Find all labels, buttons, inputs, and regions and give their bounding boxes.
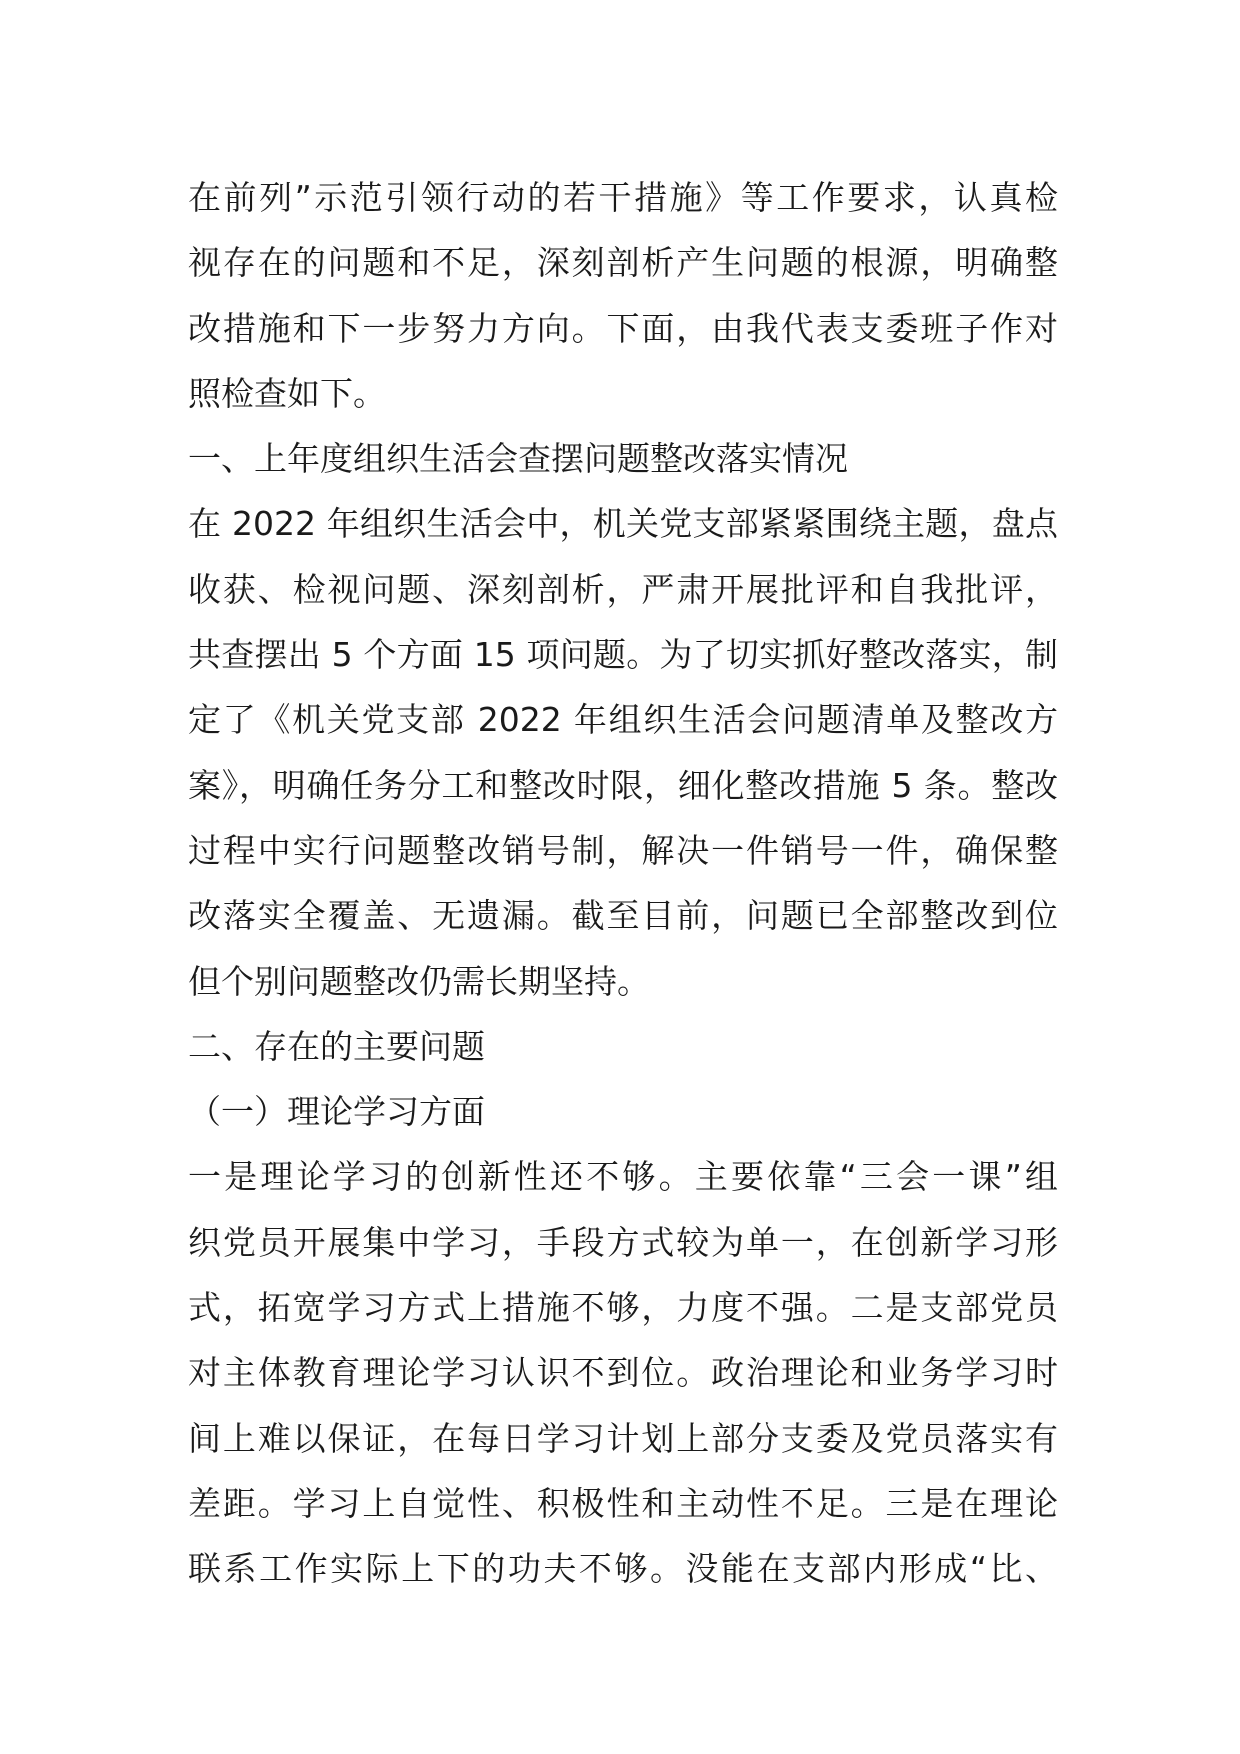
text-line: 定了《机关党支部 2022 年组织生活会问题清单及整改方 <box>188 700 1058 740</box>
section-heading: 二、存在的主要问题 <box>188 1026 485 1066</box>
text-line: 视存在的问题和不足，深刻剖析产生问题的根源，明确整 <box>188 243 1058 283</box>
text-line: 一是理论学习的创新性还不够。主要依靠“三会一课”组 <box>188 1157 1058 1197</box>
text-line: 改措施和下一步努力方向。下面，由我代表支委班子作对 <box>188 308 1058 348</box>
text-line: 联系工作实际上下的功夫不够。没能在支部内形成“比、 <box>188 1549 1058 1589</box>
text-line: 收获、检视问题、深刻剖析，严肃开展批评和自我批评， <box>188 569 1058 609</box>
text-line: 共查摆出 5 个方面 15 项问题。为了切实抓好整改落实，制 <box>188 635 1058 675</box>
text-line: 照检查如下。 <box>188 373 386 413</box>
text-line: 间上难以保证，在每日学习计划上部分支委及党员落实有 <box>188 1418 1058 1458</box>
text-line: 过程中实行问题整改销号制，解决一件销号一件，确保整 <box>188 830 1058 870</box>
section-heading: 一、上年度组织生活会查摆问题整改落实情况 <box>188 439 848 479</box>
text-line: 在 2022 年组织生活会中，机关党支部紧紧围绕主题，盘点 <box>188 504 1058 544</box>
text-line: 案》，明确任务分工和整改时限，细化整改措施 5 条。整改 <box>188 765 1058 805</box>
subsection-heading: （一）理论学习方面 <box>188 1092 485 1132</box>
text-line: 改落实全覆盖、无遗漏。截至目前，问题已全部整改到位 <box>188 896 1058 936</box>
text-line: 对主体教育理论学习认识不到位。政治理论和业务学习时 <box>188 1353 1058 1393</box>
text-line: 织党员开展集中学习，手段方式较为单一，在创新学习形 <box>188 1222 1058 1262</box>
body-text <box>188 165 1058 1602</box>
text-line: 但个别问题整改仍需长期坚持。 <box>188 961 650 1001</box>
text-line: 式，拓宽学习方式上措施不够，力度不强。二是支部党员 <box>188 1288 1058 1328</box>
text-line: 在前列”示范引领行动的若干措施》等工作要求，认真检 <box>188 178 1058 217</box>
text-line: 差距。学习上自觉性、积极性和主动性不足。三是在理论 <box>188 1483 1058 1523</box>
